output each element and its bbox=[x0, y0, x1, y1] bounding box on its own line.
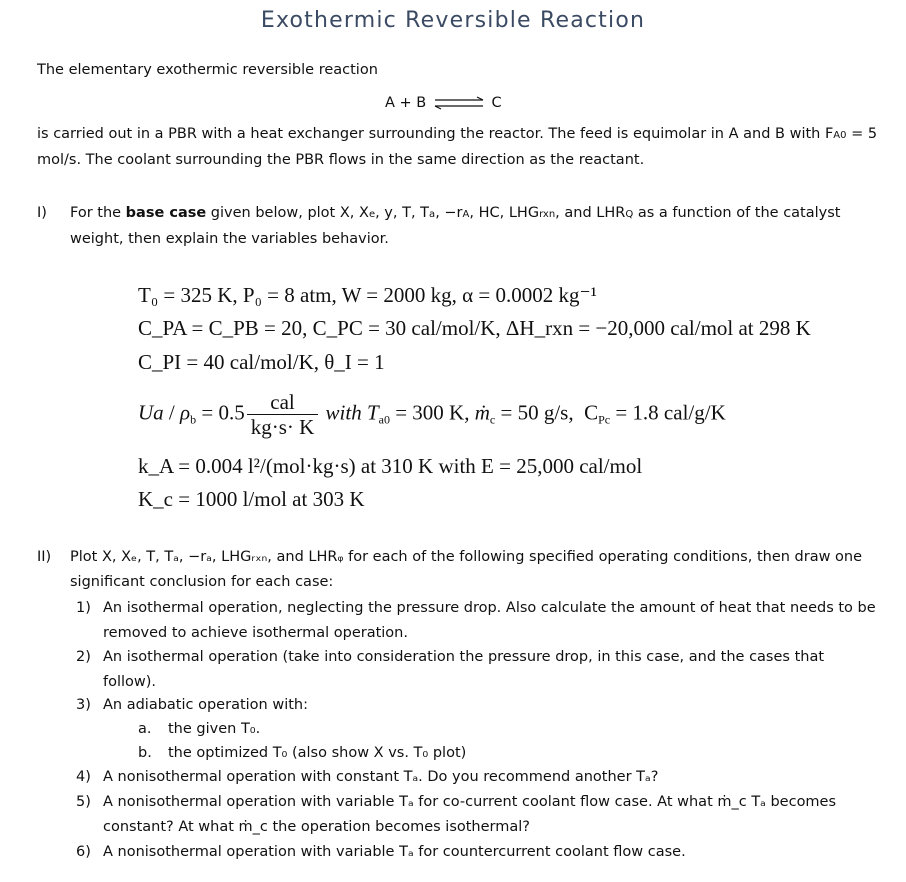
equation-line-3: C_PI = 40 cal/mol/K, θ_I = 1 bbox=[138, 350, 385, 374]
part1-number: I) bbox=[37, 205, 47, 221]
list-item: A nonisothermal operation with variable Tₐ for co-current coolant flow case. At what ṁ_c Tₐ becomes constant? At what ṁ_c the operation becomes isothermal? bbox=[103, 794, 837, 835]
part2-number: II) bbox=[37, 549, 52, 565]
equation-line-5: k_A = 0.004 l²/(mol·kg·s) at 310 K with E = 25,000 cal/mol bbox=[138, 454, 643, 478]
part1-text-e: , HC, LHG bbox=[469, 205, 540, 221]
list-item: An adiabatic operation with: bbox=[103, 697, 308, 713]
equation-line-4-num: cal bbox=[247, 390, 319, 415]
sub-item-label: a. bbox=[138, 721, 152, 737]
intro-body bbox=[37, 122, 887, 173]
equation-line-6: K_c = 1000 l/mol at 303 K bbox=[138, 487, 365, 511]
part1-text-d: , −r bbox=[435, 205, 463, 221]
part2-intro: Plot X, Xₑ, T, Tₐ, −rₐ, LHGᵣₓₙ, and LHRᵩ for each of the following specified operating conditions, then draw one significant conclusion for each case: bbox=[70, 549, 863, 590]
part1-text: For the base case given below, plot X, Xe, y, T, Ta, −rA, HC, LHGrxn, and LHRQ as a function of the catalyst weight, then explain the variables behavior. bbox=[70, 205, 841, 247]
sub-item: the given T₀. bbox=[168, 721, 261, 737]
list-item: A nonisothermal operation with variable Tₐ for countercurrent coolant flow case. bbox=[103, 844, 686, 860]
sub-item: the optimized T₀ (also show X vs. T₀ plot) bbox=[168, 745, 467, 761]
list-item: An isothermal operation, neglecting the pressure drop. Also calculate the amount of heat that needs to be removed to achieve isothermal operation. bbox=[103, 600, 876, 641]
intro-body-end: = 5 mol/s. The coolant surrounding the PBR flows in the same direction as the reactant. bbox=[37, 126, 878, 168]
equation-line-2: C_PA = C_PB = 20, C_PC = 30 cal/mol/K, ΔH_rxn = −20,000 cal/mol at 298 K bbox=[138, 316, 811, 340]
list-item-number: 4) bbox=[76, 769, 91, 785]
page-title: Exothermic Reversible Reaction bbox=[260, 8, 646, 33]
list-item-number: 5) bbox=[76, 794, 91, 810]
equation-line-4: $Ua / \rho_b = 0.5$ $\frac{\text{cal}}{kg\cdot s\cdot K}$ with $T_{a0} = 300$ K, ṁ$_c$ = 50 g/s, $C_{Pc} = 1.8$ cal/g/K bbox=[138, 390, 726, 439]
part1-text-a: For the bbox=[70, 205, 126, 221]
reaction-rhs: C bbox=[491, 95, 502, 111]
equation-line-1: T₀ = 325 K, P₀ = 8 atm, W = 2000 kg, α = 0.0002 kg⁻¹ bbox=[138, 283, 597, 307]
list-item-number: 3) bbox=[76, 697, 91, 713]
equation-line-4-den: kg·s· K bbox=[250, 415, 315, 439]
list-item-number: 6) bbox=[76, 844, 91, 860]
list-item: A nonisothermal operation with constant Tₐ. Do you recommend another Tₐ? bbox=[103, 769, 659, 785]
part1-bold: base case bbox=[125, 205, 207, 221]
intro-body-text: is carried out in a PBR with a heat exchanger surrounding the reactor. The feed is equimolar in A and B with F bbox=[37, 126, 834, 142]
sub-item-label: b. bbox=[138, 745, 152, 761]
intro-body-sub: A0 bbox=[833, 130, 847, 141]
reaction-equation bbox=[385, 91, 502, 116]
list-item-number: 1) bbox=[76, 600, 91, 616]
list-item: An isothermal operation (take into consideration the pressure drop, in this case, and the cases that follow). bbox=[103, 649, 825, 690]
intro-line: The elementary exothermic reversible reaction bbox=[37, 62, 378, 78]
part1-text-b: given below, plot X, X bbox=[206, 205, 369, 221]
equilibrium-arrow-icon bbox=[431, 96, 487, 110]
part1-text-c: , y, T, T bbox=[375, 205, 430, 221]
reaction-lhs: A + B bbox=[385, 95, 427, 111]
part1-text-f: , and LHR bbox=[555, 205, 626, 221]
part1-text-g: as a function of the catalyst weight, then explain the variables behavior. bbox=[70, 205, 841, 247]
list-item-number: 2) bbox=[76, 649, 91, 665]
